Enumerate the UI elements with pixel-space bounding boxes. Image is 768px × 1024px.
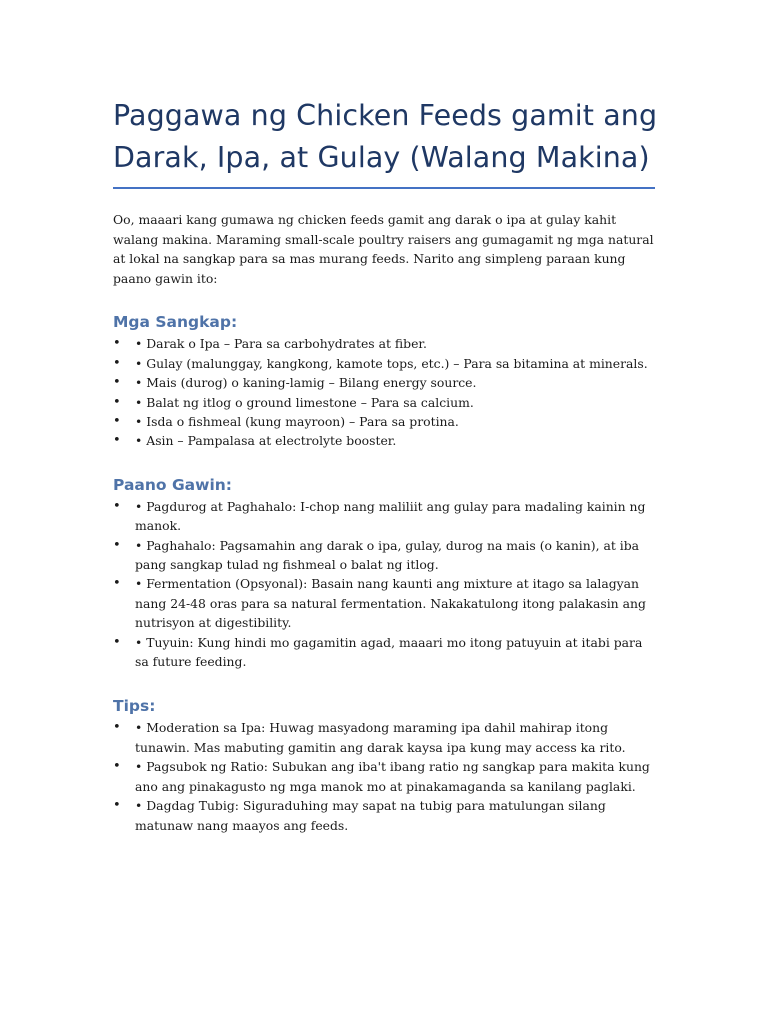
intro-paragraph: Oo, maaari kang gumawa ng chicken feeds gamit ang darak o ipa at gulay kahit walang makina. Maraming small-scale poultry raisers ang gumagamit ng mga natural at lokal na sangkap para sa mas murang feeds. Narito ang simpleng paraan kung paano gawin ito: — [113, 212, 654, 286]
list-item — [113, 431, 658, 450]
list-item-text: • Fermentation (Opsyonal): Basain nang kaunti ang mixture at itago sa lalagyan nang 24-48 oras para sa natural fermentation. Nakakatulong itong palakasin ang nutrisyon at digestibility. — [135, 576, 646, 631]
bullet-dot-icon: • — [113, 433, 121, 449]
list-item — [113, 574, 658, 632]
bullet-dot-icon: • — [113, 375, 121, 391]
list-item — [113, 393, 658, 412]
list-item-text: • Dagdag Tubig: Siguraduhing may sapat na tubig para matulungan silang matunaw nang maayos ang feeds. — [135, 798, 606, 833]
list-item — [113, 373, 658, 392]
list-item — [113, 633, 658, 672]
list-item-text: • Darak o Ipa – Para sa carbohydrates at fiber. — [135, 336, 427, 352]
section-heading-sangkap: Mga Sangkap: — [113, 313, 238, 332]
ingredients-list — [113, 334, 658, 450]
document-page — [113, 0, 658, 835]
list-item-text: • Gulay (malunggay, kangkong, kamote tops, etc.) – Para sa bitamina at minerals. — [135, 355, 648, 371]
list-item-text: • Asin – Pampalasa at electrolyte booster. — [135, 433, 397, 449]
list-item-text: • Paghahalo: Pagsamahin ang darak o ipa, gulay, durog na mais (o kanin), at iba pang sangkap tulad ng fishmeal o balat ng itlog. — [135, 537, 640, 573]
section-heading-tips: Tips: — [113, 697, 156, 716]
bullet-dot-icon: • — [113, 576, 121, 592]
list-item-text: • Pagdurog at Paghahalo: I-chop nang maliliit ang gulay para madaling kainin ng manok. — [135, 498, 646, 534]
bullet-dot-icon: • — [113, 537, 121, 553]
list-item — [113, 412, 658, 431]
bullet-dot-icon: • — [113, 798, 121, 814]
title-underline — [113, 187, 655, 189]
list-item-text: • Pagsubok ng Ratio: Subukan ang iba't ibang ratio ng sangkap para makita kung ano ang pinakagusto ng mga manok mo at pinakamaganda sa kanilang paglaki. — [135, 759, 650, 794]
list-item — [113, 334, 658, 353]
list-item-text: • Moderation sa Ipa: Huwag masyadong maraming ipa dahil mahirap itong tunawin. Mas mabuting gamitin ang darak kaysa ipa kung may access ka rito. — [135, 720, 626, 755]
list-item — [113, 536, 658, 575]
tips-list — [113, 718, 658, 834]
bullet-dot-icon: • — [113, 634, 121, 650]
list-item — [113, 354, 658, 373]
list-item-text: • Mais (durog) o kaning-lamig – Bilang energy source. — [135, 375, 477, 391]
bullet-dot-icon: • — [113, 336, 121, 352]
section-heading-paano-gawin: Paano Gawin: — [113, 475, 232, 494]
list-item-text: • Isda o fishmeal (kung mayroon) – Para sa protina. — [135, 414, 459, 429]
bullet-dot-icon: • — [113, 759, 121, 775]
bullet-dot-icon: • — [113, 498, 121, 514]
list-item — [113, 796, 658, 835]
list-item-text: • Tuyuin: Kung hindi mo gagamitin agad, maaari mo itong patuyuin at itabi para sa future feeding. — [135, 634, 643, 670]
bullet-dot-icon: • — [113, 355, 121, 371]
bullet-dot-icon: • — [113, 720, 121, 736]
steps-list — [113, 497, 658, 672]
list-item — [113, 757, 658, 796]
bullet-dot-icon: • — [113, 394, 121, 410]
list-item — [113, 718, 658, 757]
list-item-text: • Balat ng itlog o ground limestone – Para sa calcium. — [135, 394, 474, 410]
list-item — [113, 497, 658, 536]
bullet-dot-icon: • — [113, 414, 121, 429]
document-title: Paggawa ng Chicken Feeds gamit ang Darak, Ipa, at Gulay (Walang Makina) — [113, 99, 658, 174]
